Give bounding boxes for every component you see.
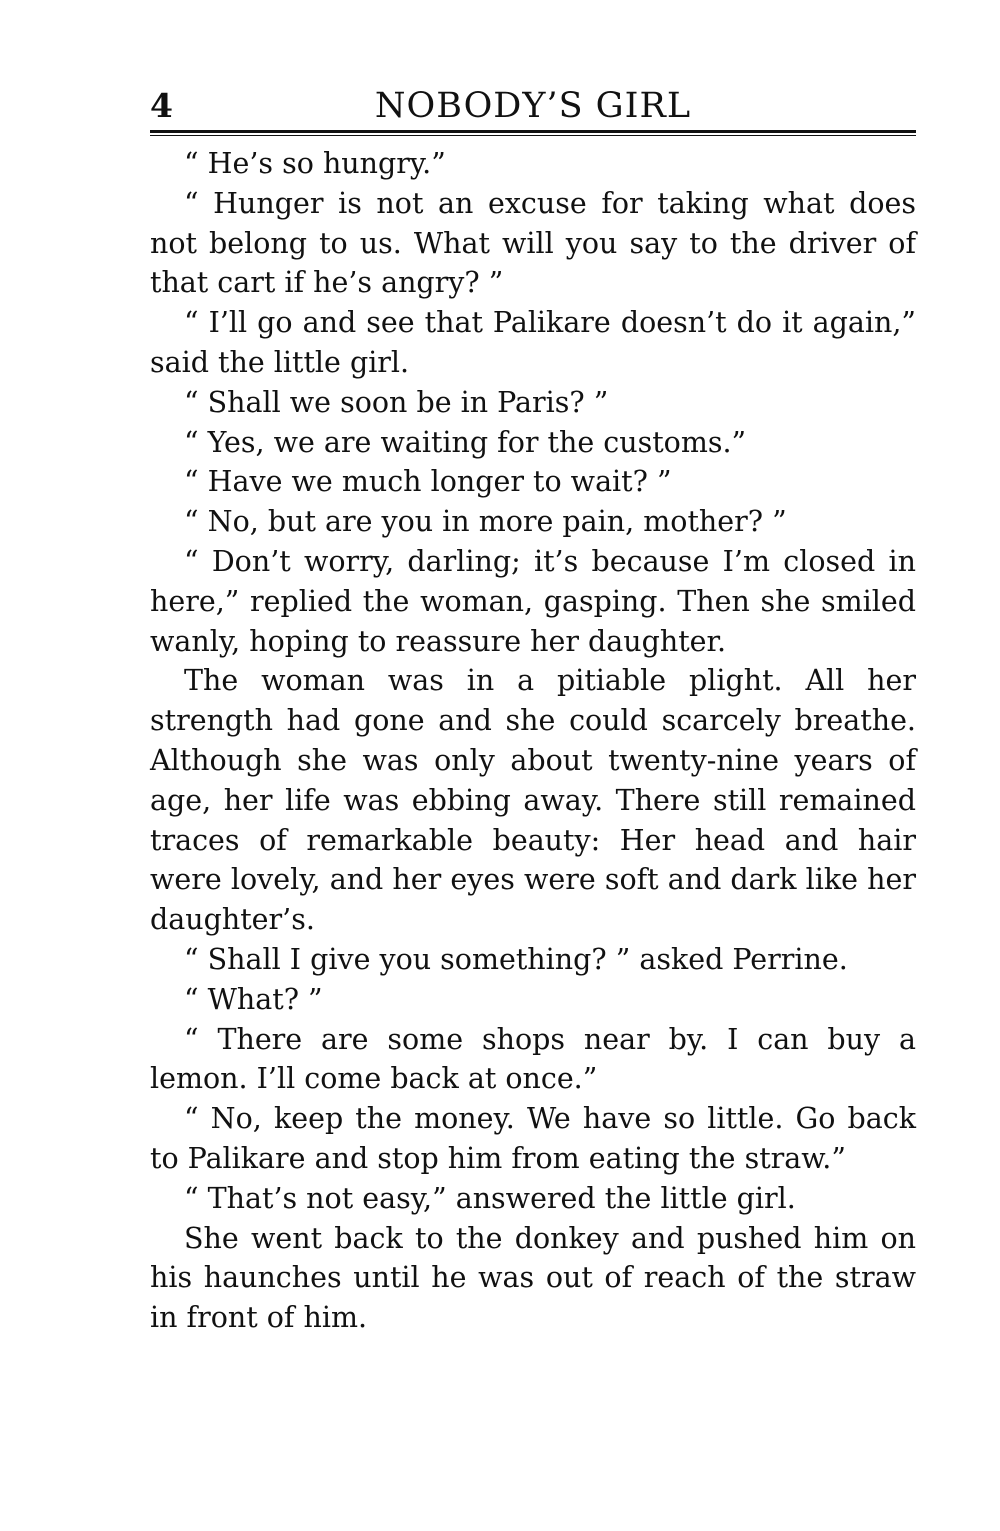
body-text bbox=[150, 144, 916, 1338]
paragraph: “ Yes, we are waiting for the customs.” bbox=[184, 425, 747, 459]
paragraph: “ There are some shops near by. I can buy a lemon. I’ll come back at once.” bbox=[150, 1022, 916, 1096]
page-header bbox=[150, 78, 916, 130]
paragraph: The woman was in a pitiable plight. All her strength had gone and she could scarcely breathe. Although she was only about twenty-nine years of age, her life was ebbing away. There still remained traces of remarkable beauty: Her head and hair were lovely, and her eyes were soft and dark like her daughter’s. bbox=[150, 664, 916, 937]
running-title: NOBODY’S GIRL bbox=[374, 86, 692, 126]
paragraph: “ Don’t worry, darling; it’s because I’m closed in here,” replied the woman, gasping. Then she smiled wanly, hoping to reassure her daughter. bbox=[150, 544, 916, 658]
paragraph: “ Shall we soon be in Paris? ” bbox=[184, 385, 609, 419]
paragraph: “ Shall I give you something? ” asked Perrine. bbox=[184, 942, 848, 976]
paragraph: “ I’ll go and see that Palikare doesn’t do it again,” said the little girl. bbox=[150, 306, 916, 379]
paragraph: She went back to the donkey and pushed him on his haunches until he was out of reach of the straw in front of him. bbox=[150, 1221, 916, 1335]
paragraph: “ Hunger is not an excuse for taking what does not belong to us. What will you say to the driver of that cart if he’s angry? ” bbox=[150, 186, 916, 300]
page-number: 4 bbox=[150, 86, 173, 125]
header-rule-thin bbox=[150, 135, 916, 136]
paragraph: “ No, but are you in more pain, mother? ” bbox=[184, 505, 787, 539]
paragraph: “ No, keep the money. We have so little. Go back to Palikare and stop him from eating the straw.” bbox=[150, 1102, 916, 1175]
header-rule-thick bbox=[150, 130, 916, 133]
paragraph: “ He’s so hungry.” bbox=[184, 147, 446, 180]
book-page bbox=[150, 78, 916, 1338]
paragraph: “ What? ” bbox=[184, 982, 323, 1016]
paragraph: “ Have we much longer to wait? ” bbox=[184, 465, 672, 499]
paragraph: “ That’s not easy,” answered the little girl. bbox=[184, 1181, 796, 1215]
